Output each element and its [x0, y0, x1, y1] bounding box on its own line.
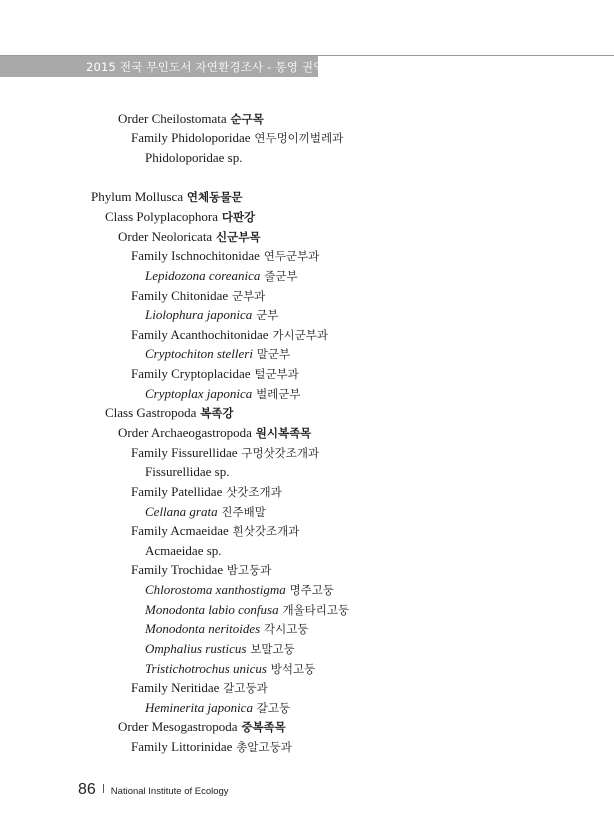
taxon-family	[131, 445, 319, 461]
scientific-name: Heminerita japonica	[145, 700, 253, 715]
scientific-name: Family Trochidae	[131, 562, 224, 577]
korean-name: 신군부목	[216, 230, 261, 244]
scientific-name: Family Littorinidae	[131, 739, 233, 754]
running-header: 2015 전국 무인도서 자연환경조사 - 통영 권역	[86, 60, 325, 74]
korean-name: 중복족목	[241, 720, 286, 734]
taxon-family	[131, 130, 343, 146]
korean-name: 보말고둥	[250, 642, 295, 656]
korean-name: 군부과	[231, 289, 266, 303]
korean-name: 흰삿갓조개과	[232, 524, 300, 538]
scientific-name: Phidoloporidae sp.	[145, 150, 243, 165]
korean-name: 갈고둥	[256, 701, 291, 715]
scientific-name: Phylum Mollusca	[91, 189, 184, 204]
korean-name: 다판강	[221, 210, 256, 224]
taxon-species	[145, 621, 308, 637]
korean-name: 연체동물문	[186, 190, 243, 204]
scientific-name: Liolophura japonica	[145, 307, 253, 322]
korean-name: 연두군부과	[263, 249, 320, 263]
scientific-name: Class Polyplacophora	[105, 209, 219, 224]
taxon-species	[145, 268, 298, 284]
taxon-order	[118, 229, 260, 245]
taxon-order	[118, 719, 286, 735]
taxon-species	[145, 661, 315, 677]
korean-name: 원시복족목	[255, 426, 312, 440]
scientific-name: Family Neritidae	[131, 680, 220, 695]
taxon-family	[131, 680, 268, 696]
taxon-species	[145, 641, 295, 657]
taxon-class	[105, 209, 255, 225]
taxon-species	[145, 602, 349, 618]
scientific-name: Cellana grata	[145, 504, 218, 519]
scientific-name: Order Archaeogastropoda	[118, 425, 252, 440]
scientific-name: Monodonta neritoides	[145, 621, 261, 636]
taxon-family	[131, 523, 299, 539]
taxon-family	[131, 562, 271, 578]
scientific-name: Order Cheilostomata	[118, 111, 227, 126]
scientific-name: Chlorostoma xanthostigma	[145, 582, 286, 597]
scientific-name: Family Ischnochitonidae	[131, 248, 260, 263]
scientific-name: Family Cryptoplacidae	[131, 366, 251, 381]
korean-name: 삿갓조개과	[226, 485, 282, 499]
taxon-species	[145, 346, 290, 362]
footer-divider	[103, 784, 104, 793]
scientific-name: Lepidozona coreanica	[145, 268, 261, 283]
taxon-species	[145, 386, 301, 402]
taxon-family	[131, 327, 328, 343]
taxon-order	[118, 425, 311, 441]
taxon-class	[105, 405, 234, 421]
scientific-name: Family Acmaeidae	[131, 523, 229, 538]
taxon-species	[145, 307, 278, 323]
taxon-species	[145, 700, 290, 716]
scientific-name: Omphalius rusticus	[145, 641, 247, 656]
taxon-species	[145, 464, 230, 480]
korean-name: 벌레군부	[256, 387, 301, 401]
taxon-species	[145, 150, 243, 166]
scientific-name: Monodonta labio confusa	[145, 602, 279, 617]
korean-name: 방석고둥	[270, 662, 316, 676]
taxon-species	[145, 504, 266, 520]
scientific-name: Order Mesogastropoda	[118, 719, 238, 734]
scientific-name: Cryptochiton stelleri	[145, 346, 253, 361]
taxon-family	[131, 248, 319, 264]
page-footer	[78, 781, 229, 799]
korean-name: 개울타리고둥	[282, 603, 350, 617]
scientific-name: Family Phidoloporidae	[131, 130, 251, 145]
korean-name: 구멍삿갓조개과	[241, 446, 320, 460]
korean-name: 연두멍이끼벌레과	[254, 131, 344, 145]
korean-name: 군부	[256, 308, 279, 322]
scientific-name: Tristichotrochus unicus	[145, 661, 267, 676]
scientific-name: Class Gastropoda	[105, 405, 197, 420]
institution-name: National Institute of Ecology	[110, 786, 229, 797]
scientific-name: Acmaeidae sp.	[145, 543, 222, 558]
korean-name: 각시고둥	[264, 622, 309, 636]
korean-name: 복족강	[200, 406, 234, 420]
scientific-name: Family Patellidae	[131, 484, 223, 499]
korean-name: 갈고둥과	[223, 681, 268, 695]
taxon-species	[145, 543, 222, 559]
korean-name: 진주배말	[221, 505, 266, 519]
taxon-order	[118, 111, 264, 127]
korean-name: 밤고둥과	[226, 563, 272, 577]
taxon-family	[131, 484, 282, 500]
scientific-name: Family Chitonidae	[131, 288, 229, 303]
scientific-name: Family Acanthochitonidae	[131, 327, 269, 342]
korean-name: 털군부과	[254, 367, 299, 381]
korean-name: 말군부	[256, 347, 291, 361]
korean-name: 총알고둥과	[236, 740, 292, 754]
taxon-family	[131, 366, 299, 382]
scientific-name: Order Neoloricata	[118, 229, 213, 244]
taxon-species	[145, 582, 334, 598]
korean-name: 순구목	[230, 112, 264, 126]
taxon-phylum	[91, 189, 242, 205]
korean-name: 줄군부	[264, 269, 298, 283]
korean-name: 명주고둥	[289, 583, 334, 597]
taxon-family	[131, 288, 265, 304]
taxon-family	[131, 739, 292, 755]
scientific-name: Cryptoplax japonica	[145, 386, 253, 401]
scientific-name: Family Fissurellidae	[131, 445, 238, 460]
page-number: 86	[78, 781, 96, 798]
scientific-name: Fissurellidae sp.	[145, 464, 230, 479]
korean-name: 가시군부과	[272, 328, 328, 342]
